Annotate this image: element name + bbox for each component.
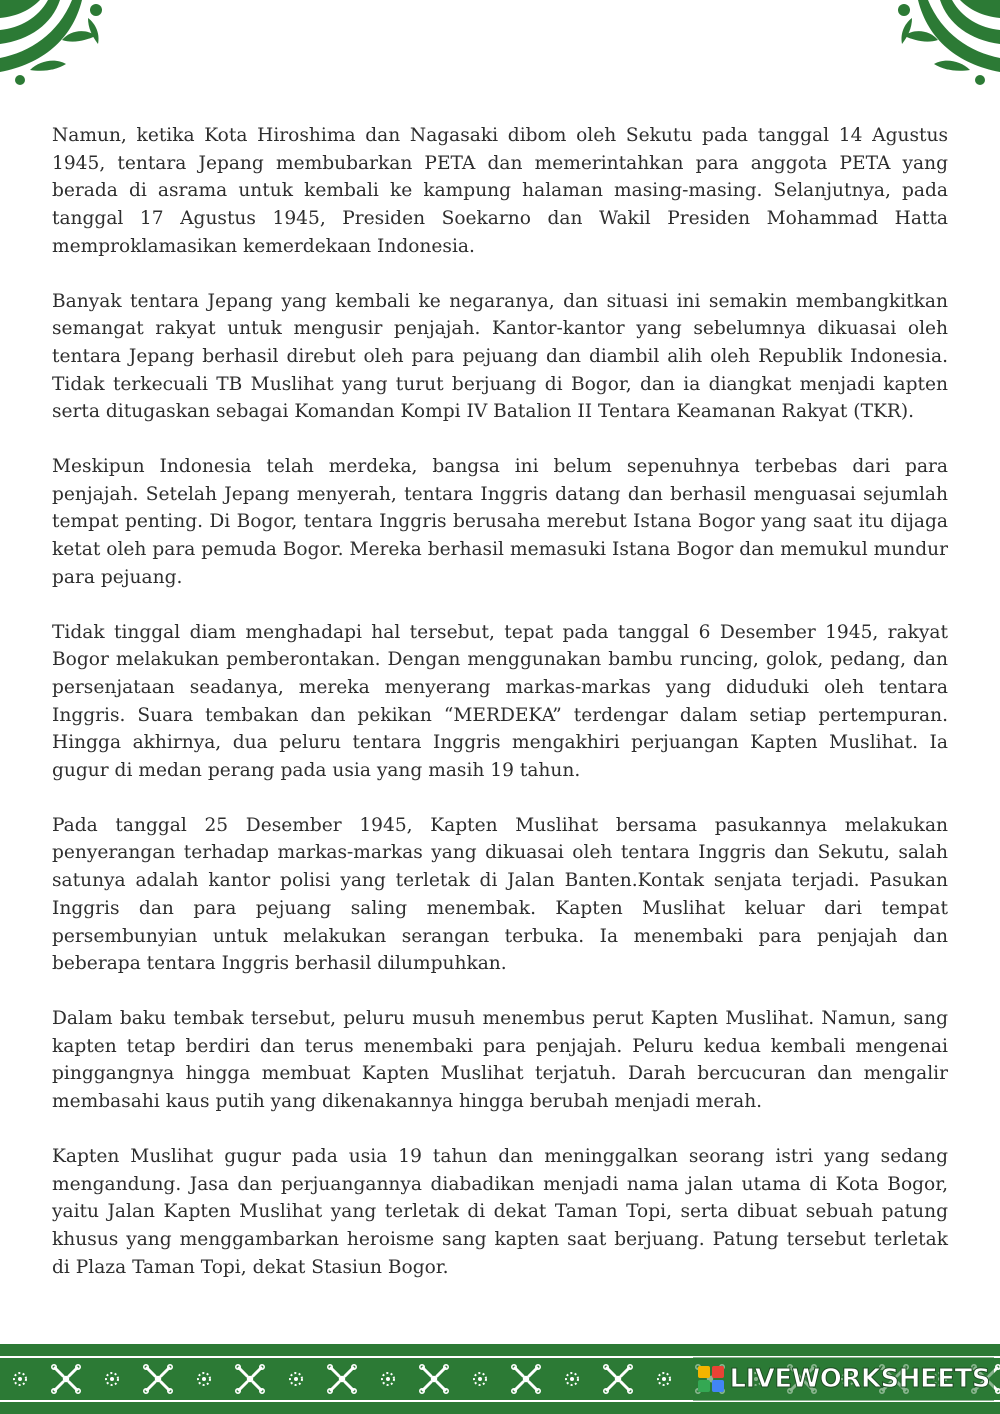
paragraph: Namun, ketika Kota Hiroshima dan Nagasaki dibom oleh Sekutu pada tanggal 14 Agustus 1945, tentara Jepang membubarkan PETA dan memerintahkan para anggota PETA yang berada di asrama untuk kembali ke kampung halaman masing-masing. Selanjutnya, pada tanggal 17 Agustus 1945, Presiden Soekarno dan Wakil Presiden Mohammad Hatta memproklamasikan kemerdekaan Indonesia. (52, 125, 948, 257)
floral-ornament-icon (0, 0, 110, 86)
footer-band (0, 1344, 1000, 1414)
brand-name: LIVEWORKSHEETS (729, 1364, 990, 1394)
paragraph: Dalam baku tembak tersebut, peluru musuh menembus perut Kapten Muslihat. Namun, sang kapten tetap berdiri dan terus menembaki para penjajah. Peluru kedua kembali mengenai pinggangnya hingga membuat Kapten Muslihat terjatuh. Darah bercucuran dan mengalir membasahi kaus putih yang dikenakannya hingga berubah menjadi merah. (52, 1007, 948, 1113)
paragraph: Banyak tentara Jepang yang kembali ke negaranya, dan situasi ini semakin membangkitkan semangat rakyat untuk mengusir penjajah. Kantor-kantor yang sebelumnya dikuasai oleh tentara Jepang berhasil direbut oleh para pejuang dan diambil alih oleh Republik Indonesia. Tidak terkecuali TB Muslihat yang turut berjuang di Bogor, dan ia diangkat menjadi kapten serta ditugaskan sebagai Komandan Kompi IV Batalion II Tentara Keamanan Rakyat (TKR). (52, 290, 948, 423)
paragraph: Pada tanggal 25 Desember 1945, Kapten Muslihat bersama pasukannya melakukan penyerangan terhadap markas-markas yang dikuasai oleh tentara Inggris dan Sekutu, salah satunya adalah kantor polisi yang terletak di Jalan Banten.Kontak senjata terjadi. Pasukan Inggris dan para pejuang saling menembak. Kapten Muslihat keluar dari tempat persembunyian untuk melakukan serangan terbuka. Ia menembaki para penjajah dan beberapa tentara Inggris berhasil dilumpuhkan. (52, 814, 948, 975)
article-body (52, 122, 948, 1308)
liveworksheets-brand[interactable] (693, 1357, 994, 1401)
paragraph: Kapten Muslihat gugur pada usia 19 tahun dan meninggalkan seorang istri yang sedang mengandung. Jasa dan perjuangannya diabadikan menjadi nama jalan utama di Kota Bogor, yaitu Jalan Kapten Muslihat yang terletak di dekat Taman Topi, serta dibuat sebuah patung khusus yang menggambarkan heroisme sang kapten saat berjuang. Patung tersebut terletak di Plaza Taman Topi, dekat Stasiun Bogor. (52, 1145, 948, 1278)
paragraph: Tidak tinggal diam menghadapi hal tersebut, tepat pada tanggal 6 Desember 1945, rakyat Bogor melakukan pemberontakan. Dengan menggunakan bambu runcing, golok, pedang, dan persenjataan seadanya, mereka menyerang markas-markas yang diduduki oleh tentara Inggris. Suara tembakan dan pekikan “MERDEKA” terdengar dalam setiap pertempuran. Hingga akhirnya, dua peluru tentara Inggris mengakhiri perjuangan Kapten Muslihat. Ia gugur di medan perang pada usia yang masih 19 tahun. (52, 621, 948, 782)
paragraph: Meskipun Indonesia telah merdeka, bangsa ini belum sepenuhnya terbebas dari para penjajah. Setelah Jepang menyerah, tentara Inggris datang dan berhasil menguasai sejumlah tempat penting. Di Bogor, tentara Inggris berusaha merebut Istana Bogor yang saat itu dijaga ketat oleh para pemuda Bogor. Mereka berhasil memasuki Istana Bogor dan memukul mundur para pejuang. (52, 456, 948, 588)
liveworksheets-logo-icon (697, 1365, 725, 1393)
floral-ornament-icon (890, 0, 1000, 86)
